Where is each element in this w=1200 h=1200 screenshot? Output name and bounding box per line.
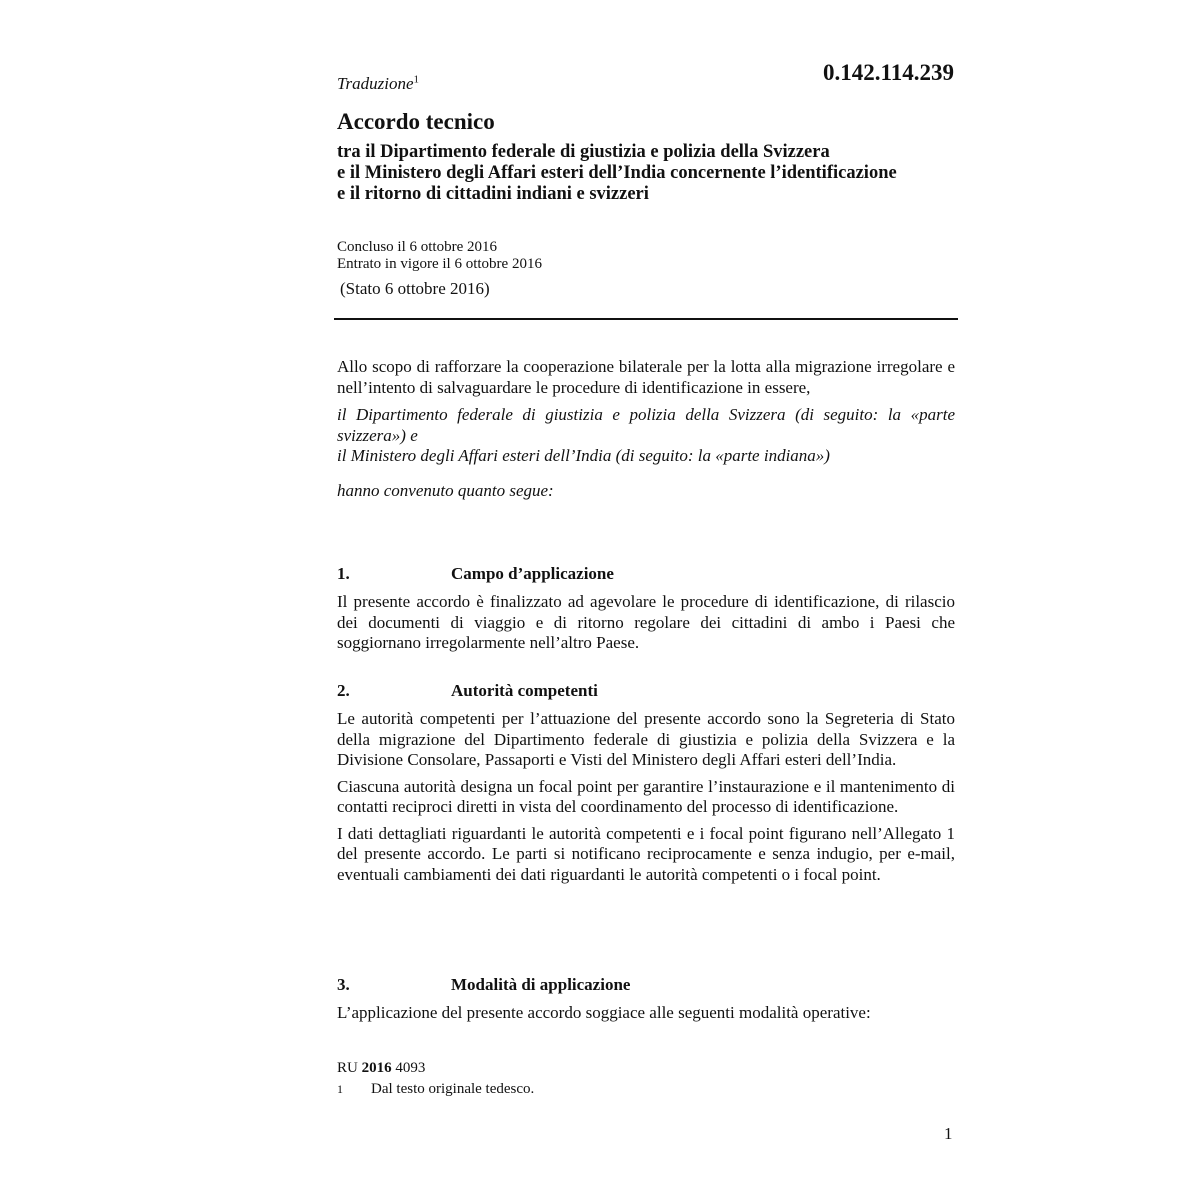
subtitle-line: e il ritorno di cittadini indiani e svizzeri	[337, 184, 649, 204]
section-heading-2	[337, 681, 598, 701]
subtitle-line: e il Ministero degli Affari esteri dell’India concernente l’identificazione	[337, 163, 897, 183]
document-subtitle	[337, 142, 977, 205]
page-number: 1	[944, 1124, 953, 1143]
section-heading-1	[337, 564, 614, 584]
section-title: Campo d’applicazione	[451, 564, 614, 583]
header-divider	[334, 318, 958, 320]
date-block	[337, 239, 542, 273]
section-title: Autorità competenti	[451, 681, 598, 700]
footnote	[337, 1079, 534, 1100]
official-compilation-reference: RU 2016 4093	[337, 1060, 426, 1076]
translation-label: Traduzione$^1$	[337, 73, 420, 93]
sr-number: 0.142.114.239	[823, 60, 954, 85]
preamble-party-switzerland: il Dipartimento federale di giustizia e polizia della Svizzera (di seguito: la «parte svizzera») e	[337, 405, 955, 445]
subtitle-line: tra il Dipartimento federale di giustizia e polizia della Svizzera	[337, 142, 830, 162]
paragraph: Le autorità competenti per l’attuazione del presente accordo sono la Segreteria di Stato della migrazione del Dipartimento federale di giustizia e polizia della Svizzera e la Divisione Consolare, Passaporti e Visti del Ministero degli Affari esteri dell’India.	[337, 709, 955, 769]
paragraph: I dati dettagliati riguardanti le autorità competenti e i focal point figurano nell’Allegato 1 del presente accordo. Le parti si notificano reciprocamente e senza indugio, per e-mail, eventuali cambiamenti dei dati riguardanti le autorità competenti o i focal point.	[337, 823, 955, 884]
paragraph: Ciascuna autorità designa un focal point per garantire l’instaurazione e il mantenimento di contatti reciproci diretti in vista del coordinamento del processo di identificazione.	[337, 776, 955, 816]
footnote-area	[337, 1058, 534, 1100]
entry-into-force-date: Entrato in vigore il 6 ottobre 2016	[337, 256, 542, 272]
footnote-mark: 1	[337, 1082, 343, 1096]
section-title: Modalità di applicazione	[451, 975, 631, 994]
status-date: (Stato 6 ottobre 2016)	[340, 279, 490, 298]
section-1-paragraph: Il presente accordo è finalizzato ad agevolare le procedure di identificazione, di rilascio dei documenti di viaggio e di ritorno regolare dei cittadini di ambo i Paesi che soggiornano irregolarmente nell’altro Paese.	[337, 592, 955, 652]
footnote-text: Dal testo originale tedesco.	[371, 1081, 535, 1097]
section-number: 3.	[337, 975, 350, 994]
document-title: Accordo tecnico	[337, 109, 495, 134]
preamble-agreed: hanno convenuto quanto segue:	[337, 481, 554, 500]
preamble-party-india: il Ministero degli Affari esteri dell’India (di seguito: la «parte indiana»)	[337, 446, 830, 465]
section-number: 1.	[337, 564, 350, 583]
concluded-date: Concluso il 6 ottobre 2016	[337, 239, 497, 255]
section-3-paragraph: L’applicazione del presente accordo soggiace alle seguenti modalità operative:	[337, 1003, 871, 1022]
preamble-intro: Allo scopo di rafforzare la cooperazione bilaterale per la lotta alla migrazione irregolare e nell’intento di salvaguardare le procedure di identificazione in essere,	[337, 357, 955, 397]
section-2-paragraphs	[337, 709, 955, 885]
section-number: 2.	[337, 681, 350, 700]
section-heading-3	[337, 975, 630, 995]
footnote-reference: 1	[413, 73, 420, 86]
